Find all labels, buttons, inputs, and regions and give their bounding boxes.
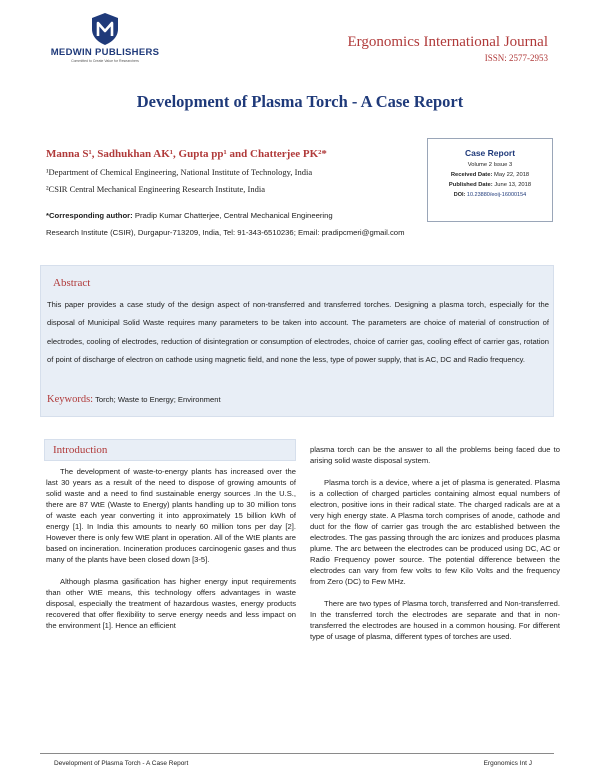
journal-header (347, 34, 548, 63)
footer-running-title: Development of Plasma Torch - A Case Report (54, 760, 189, 767)
journal-name: Ergonomics International Journal (347, 34, 548, 50)
journal-issn: ISSN: 2577-2953 (484, 53, 548, 63)
published-date (428, 182, 552, 188)
footer-divider (40, 753, 554, 754)
doi (428, 192, 552, 198)
doi-link[interactable]: 10.23880/eoij-16000154 (466, 192, 527, 198)
received-value: May 22, 2018 (494, 172, 530, 178)
left-column (46, 466, 296, 642)
corresponding-author (46, 208, 422, 225)
corresponding-label: *Corresponding author: (46, 211, 133, 220)
paragraph: The development of waste-to-energy plants has increased over the last 30 years as a result of the need to dispose of growing amounts of solid waste and a need to find sustainable energy sources .In the U.S., there are 87 WtE (Waste to Energy) plants handling up to 30 million tons of waste each year converting it into approximately 15 billion kWh of energy [1]. In India this amounts to nearly 60 million tons per day [2]. However there is only few WtE plant in operation. All of the WtE plants are based on incineration. Incineration produces carcinogenic gases and thus many of the plants have been closed down [3-5]. (46, 467, 296, 564)
affiliation-1: ¹Department of Chemical Engineering, National Institute of Technology, India (46, 167, 313, 177)
received-date (428, 172, 552, 178)
publisher-logo (50, 12, 160, 67)
medwin-shield-icon (90, 12, 120, 46)
abstract-heading: Abstract (53, 277, 91, 289)
keywords (47, 394, 221, 405)
publisher-tagline: Committed to Create Value for Researchers (71, 59, 139, 63)
footer-journal-abbrev: Ergonomics Int J (483, 760, 532, 767)
article-type: Case Report (464, 148, 516, 158)
corresponding-line-2: Research Institute (CSIR), Durgapur-713209, India, Tel: 91-343-6510236; Email: pradipcmeri@gmail.com (46, 228, 405, 237)
keywords-value: Torch; Waste to Energy; Environment (95, 395, 221, 404)
paragraph: Plasma torch is a device, where a jet of plasma is generated. Plasma is a collection of charged particles containing almost equal numbers of electron, positive ions in their radical state. The charged radicals are at a very high energy state. A Plasma torch comprises of anode, cathode and duct for the flow of carrier gas trough the arc established between the electrodes. The gas passing through the arc ionizes and produces plasma plume. The arc between the electrodes can be produced using DC, AC or Radio Frequency power source. The potential difference between the electrodes can vary from few volts to few Kilo Volts and the frequency from Zero (DC) to Few MHz. (310, 478, 560, 586)
abstract-text: This paper provides a case study of the design aspect of non-transferred and transferred torches. Designing a plasma torch, especially for the disposal of Municipal Solid Waste requires many parameters to be taken into account. The parameters are choice of material of construction of electrodes, cooling of electrodes, reduction of disintegration or consumption of electrodes, choice of carrier gas, cooling effect of carrier gas, rotation of point of discharge of electron on cathode using magnetic field, and none the less, type of power supply, that is AC, DC and Radio frequency. (47, 300, 549, 365)
keywords-label: Keywords: (47, 394, 94, 405)
paragraph: plasma torch can be the answer to all the problems being faced due to arising solid waste disposal system. (310, 445, 560, 465)
corresponding-line-1: Pradip Kumar Chatterjee, Central Mechanical Engineering (134, 211, 333, 220)
doi-label: DOI: (453, 192, 466, 198)
published-value: June 13, 2018 (494, 182, 532, 188)
paper-title: Development of Plasma Torch - A Case Report (136, 92, 464, 111)
paragraph: There are two types of Plasma torch, transferred and Non-transferred. In the transferred torch the electrodes are separate and that in non-transferred the electrodes are housed in a common housing. For different type of usage of plasma, different types of torches are used. (310, 599, 560, 641)
volume-issue: Volume 2 Issue 3 (467, 162, 513, 168)
introduction-heading: Introduction (44, 439, 296, 461)
right-column (310, 444, 560, 653)
publisher-name: MEDWIN PUBLISHERS (50, 47, 160, 58)
published-label: Published Date: (448, 182, 493, 188)
received-label: Received Date: (450, 172, 493, 178)
paragraph: Although plasma gasification has higher energy input requirements than other WtE means, this technology offers advantages in waste disposal, especially the treatment of hazardous wastes, energy products recovered that offer flexibility to serve energy needs and less impact on the environment [1]. Hence an efficient (46, 577, 296, 630)
case-report-box (427, 138, 553, 222)
author-list: Manna S¹, Sadhukhan AK¹, Gupta pp¹ and Chatterjee PK²* (46, 148, 327, 160)
abstract-section (40, 265, 554, 417)
affiliation-2: ²CSIR Central Mechanical Engineering Research Institute, India (46, 184, 265, 194)
